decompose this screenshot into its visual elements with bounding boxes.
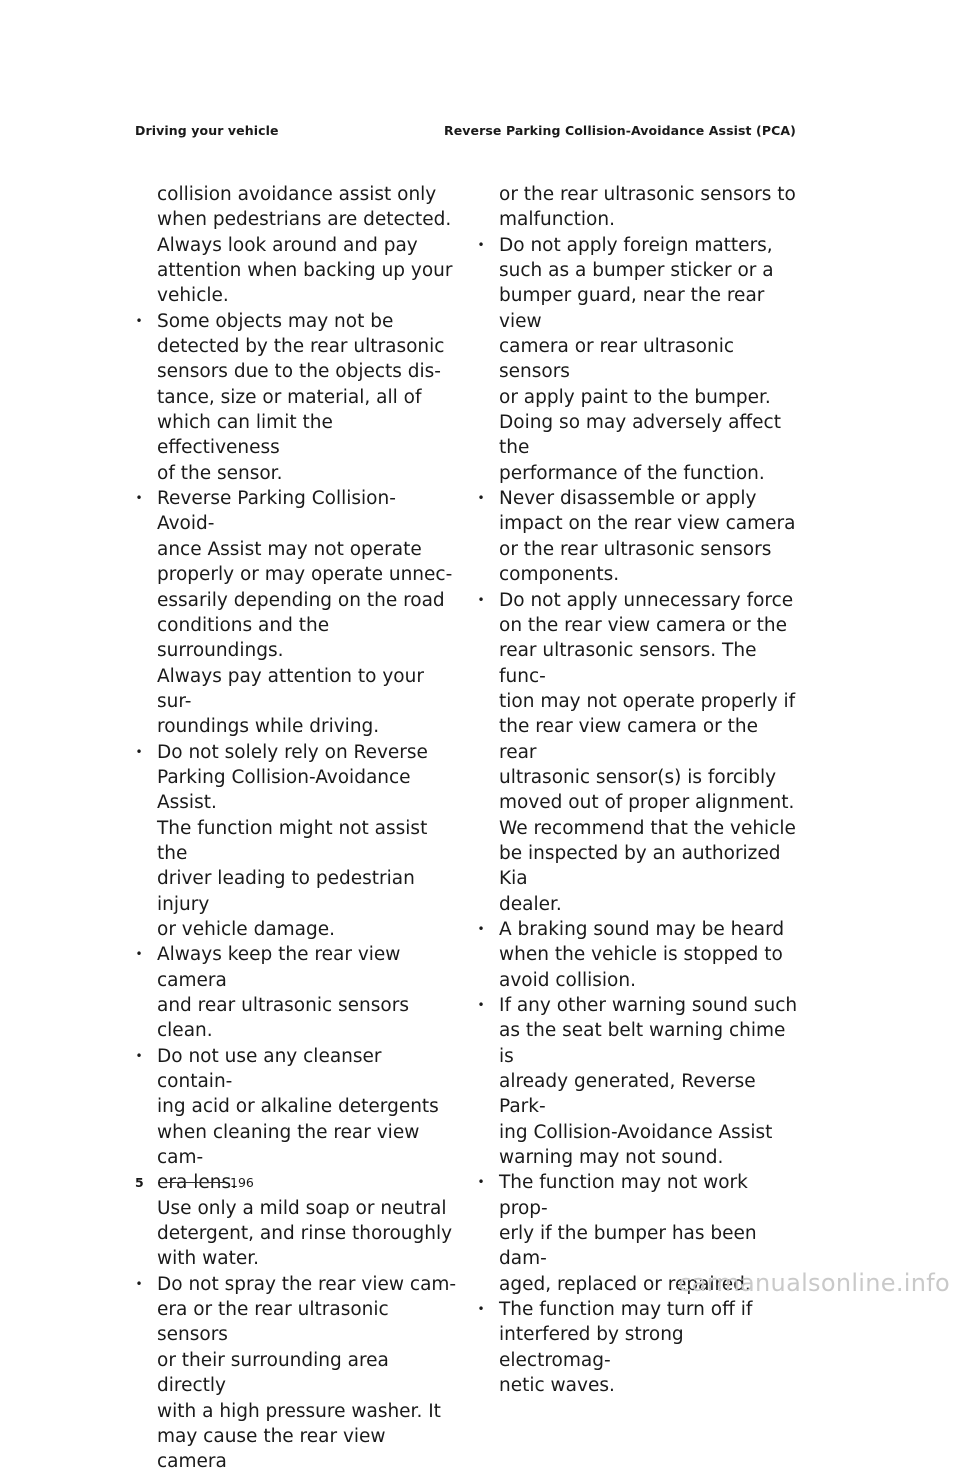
- list-item: • Do not apply unnecessary force on the rear view camera or the rear ultrasonic sensors. The func- tion may not operate properly if the rear view camera or the rear ultrasonic sensor(s) is forcibly moved out of proper alignment. We recommend that the vehicle be inspected by an authorized Kia dealer.: [499, 588, 799, 917]
- right-intro-paragraph: or the rear ultrasonic sensors to malfunction.: [499, 184, 796, 231]
- list-item: • If any other warning sound such as the seat belt warning chime is already generated, Reverse Park- ing Collision-Avoidance Assist warning may not sound.: [499, 993, 799, 1170]
- list-item: • Reverse Parking Collision- Avoid- ance Assist may not operate properly or may operate unnec- essarily depending on the road conditions and the surroundings. Always pay attention to your sur- roundings while driving.: [157, 486, 457, 739]
- page-number: 196: [230, 1175, 254, 1190]
- watermark: carmanualsonline.info: [678, 1269, 950, 1297]
- list-item: • The function may turn off if interfered by strong electromag- netic waves.: [499, 1297, 799, 1398]
- list-item: • The function may not work prop- erly if the bumper has been dam- aged, replaced or repaired.: [499, 1170, 799, 1297]
- left-intro-paragraph: collision avoidance assist only when pedestrians are detected. Always look around and pay attention when backing up your vehicle.: [157, 184, 453, 307]
- bullet-icon: [476, 486, 486, 513]
- chapter-number: 5: [135, 1175, 144, 1190]
- bullet-icon: [134, 1272, 144, 1299]
- chapter-title: Driving your vehicle: [135, 123, 279, 138]
- list-item: • Some objects may not be detected by the rear ultrasonic sensors due to the objects dis- tance, size or material, all of which can limit the effectiveness of the sensor.: [157, 309, 457, 486]
- right-bullet-list: [499, 233, 799, 1399]
- list-item: • Never disassemble or apply impact on the rear view camera or the rear ultrasonic sensors components.: [499, 486, 799, 587]
- bullet-icon: [476, 233, 486, 260]
- bullet-icon: [134, 486, 144, 513]
- bullet-icon: [476, 1170, 486, 1197]
- list-item: • A braking sound may be heard when the vehicle is stopped to avoid collision.: [499, 917, 799, 993]
- list-item: • Do not use any cleanser contain- ing acid or alkaline detergents when cleaning the rear view cam- era lens. Use only a mild soap or neutral detergent, and rinse thoroughly with water.: [157, 1044, 457, 1272]
- list-item: • Do not spray the rear view cam- era or the rear ultrasonic sensors or their surrounding area directly with a high pressure washer. It may cause the rear view camera: [157, 1272, 457, 1475]
- footer-divider: [160, 1182, 225, 1183]
- left-bullet-list: [157, 309, 457, 1475]
- list-item: • Do not solely rely on Reverse Parking Collision-Avoidance Assist. The function might not assist the driver leading to pedestrian injury or vehicle damage.: [157, 740, 457, 943]
- list-item: • Do not apply foreign matters, such as a bumper sticker or a bumper guard, near the rear view camera or rear ultrasonic sensors or apply paint to the bumper. Doing so may adversely affect the performance of the function.: [499, 233, 799, 486]
- bullet-icon: [476, 917, 486, 944]
- section-title: Reverse Parking Collision-Avoidance Assist (PCA): [443, 123, 796, 138]
- list-item: • Always keep the rear view camera and rear ultrasonic sensors clean.: [157, 942, 457, 1043]
- bullet-icon: [134, 740, 144, 767]
- bullet-icon: [134, 309, 144, 336]
- bullet-icon: [134, 1044, 144, 1071]
- bullet-icon: [476, 588, 486, 615]
- right-column: [499, 182, 799, 1399]
- bullet-icon: [476, 1297, 486, 1324]
- bullet-icon: [134, 942, 144, 969]
- bullet-icon: [476, 993, 486, 1020]
- left-column: [157, 182, 457, 1475]
